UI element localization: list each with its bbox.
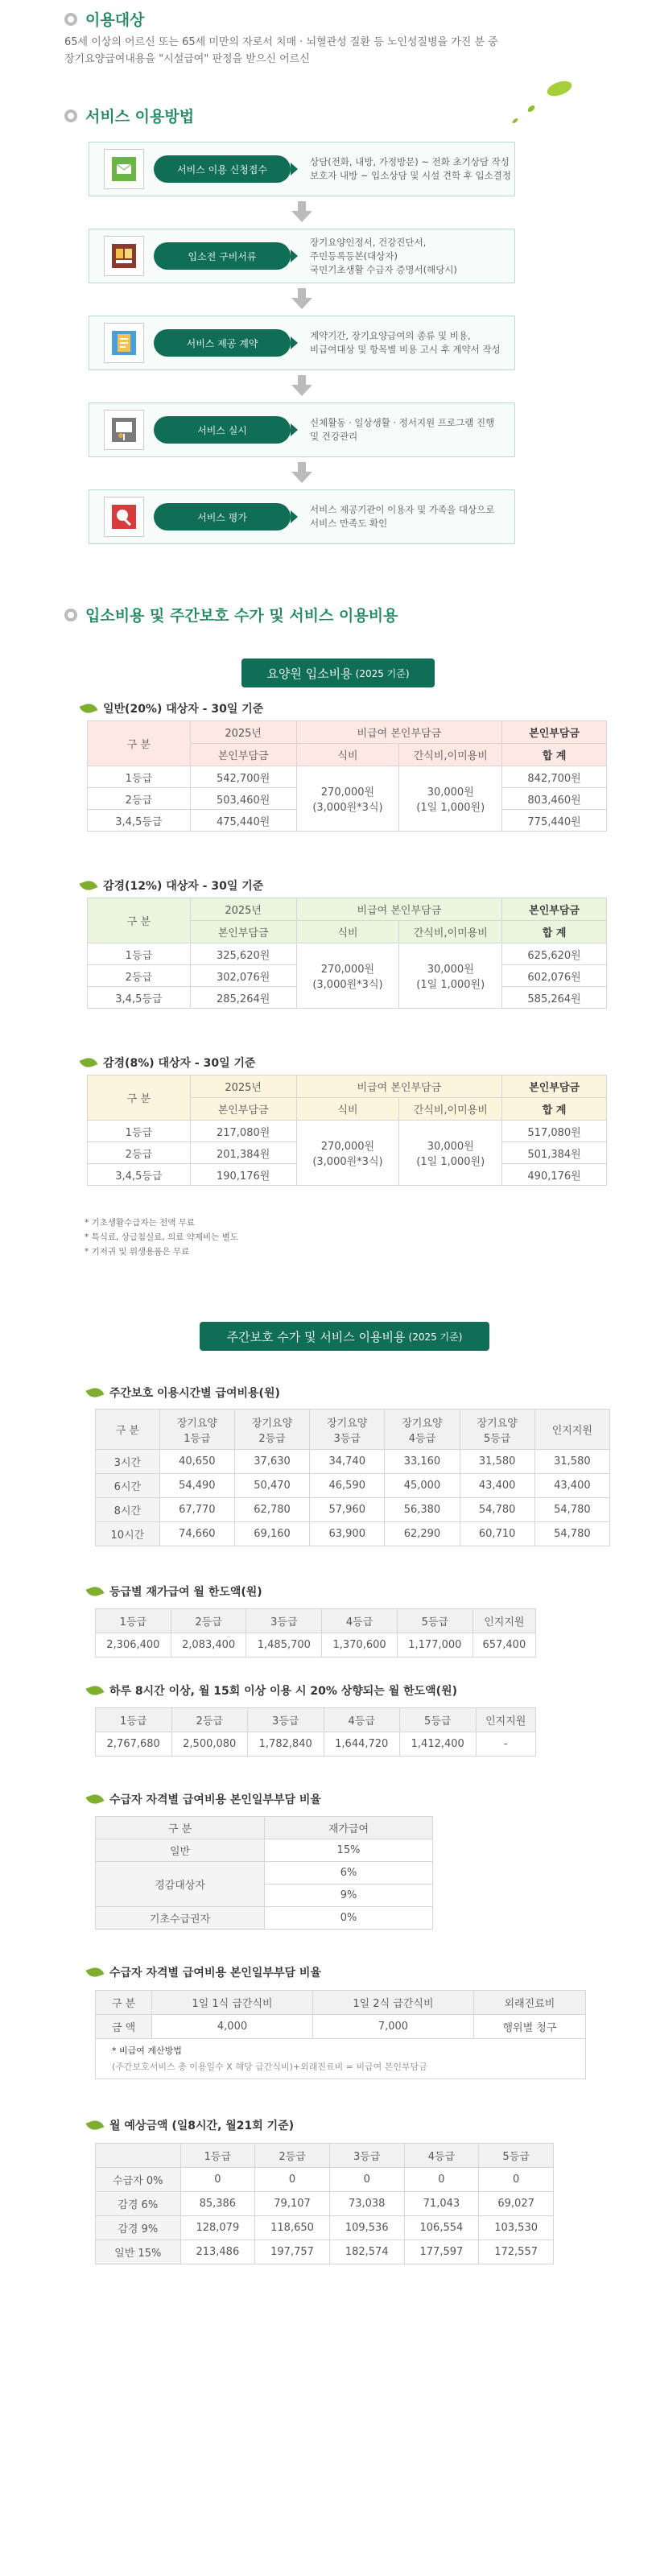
cost-table-general: 구 분 2025년 비급여 본인부담금 본인부담금 본인부담금 식비 간식비,이미용비 합 계 1등급 542,700원 270,000원 (3,000원*3식) 30,000원 (1일 1,000원) 842,700원 2등급 503,460원 803,460원 3,4,5등급 475,440원 775,440원: [87, 720, 607, 832]
magnifier-icon: [104, 497, 144, 537]
step-evaluation: 서비스 평가 서비스 제공기관이 이용자 및 가족을 대상으로 서비스 만족도 확인: [89, 489, 515, 544]
group-title-general: 일반(20%) 대상자 - 30일 기준: [80, 700, 263, 716]
leaf-bullet-icon: [86, 1385, 105, 1400]
envelope-icon: [104, 149, 144, 189]
arrow-down-icon: [291, 288, 312, 309]
t5-title: 수급자 자격별 급여비용 본인일부부담 비율: [87, 1964, 321, 1980]
group-title-reduced12: 감경(12%) 대상자 - 30일 기준: [80, 877, 263, 894]
noncovered-cost-table: 구 분 1일 1식 급간식비 1일 2식 급간식비 외래진료비 금 액 4,000 7,000 행위별 청구 * 비급여 계산방법 (주간보호서비스 총 이용일수 X 해당 급간식비)+외래진료비 = 비급여 본인부담금: [95, 1990, 586, 2079]
t2-title: 등급별 재가급여 월 한도액(원): [87, 1583, 262, 1600]
leaf-bullet-icon: [80, 1055, 98, 1070]
daycare-hourly-table: 구 분 장기요양 1등급 장기요양 2등급 장기요양 3등급 장기요양 4등급 장기요양 5등급 인지지원 3시간 40,650 37,630 34,740 33,160 31,580 31,580 6시간 54,490 50,470 46,590 45,000 43,400 43,400 8시간 67,770 62,780 57,960 56,380 54,780 54,780 10시간 74,660 69,160 63,900 62,290 60,710 54,780: [95, 1409, 610, 1546]
section-title-costs: 입소비용 및 주간보호 수가 및 서비스 이용비용: [64, 604, 398, 625]
leaf-bullet-icon: [80, 701, 98, 716]
ring-bullet-icon: [64, 13, 77, 26]
leaf-bullet-icon: [86, 1965, 105, 1979]
clipboard-icon: [104, 323, 144, 363]
cost-table-reduced8: 구 분 2025년 비급여 본인부담금 본인부담금 본인부담금 식비 간식비,이미용비 합 계 1등급 217,080원 270,000원 (3,000원*3식) 30,000원 (1일 1,000원) 517,080원 2등급 201,384원 501,384원 3,4,5등급 190,176원 490,176원: [87, 1075, 607, 1186]
step-contract: 서비스 제공 계약 계약기간, 장기요양급여의 종류 및 비용, 비급여대상 및 항목별 비용 고시 후 계약서 작성: [89, 316, 515, 370]
leaf-bullet-icon: [80, 878, 98, 893]
copay-ratio-table: 구 분 재가급여 일반 15% 경감대상자 6% 9% 기초수급권자 0%: [95, 1816, 433, 1930]
step-label: 입소전 구비서류: [154, 242, 291, 270]
cost-table-reduced12: 구 분 2025년 비급여 본인부담금 본인부담금 본인부담금 식비 간식비,이미용비 합 계 1등급 325,620원 270,000원 (3,000원*3식) 30,000원 (1일 1,000원) 625,620원 2등급 302,076원 602,076원 3,4,5등급 285,264원 585,264원: [87, 898, 607, 1009]
step-application: 서비스 이용 신청접수 상담(전화, 내방, 가정방문) ~ 전화 초기상담 작성 보호자 내방 ~ 입소상담 및 시설 견학 후 입소결정: [89, 142, 515, 196]
step-documents: 입소전 구비서류 장기요양인정서, 건강진단서, 주민등록등본(대상자) 국민기초생활 수급자 증명서(해당시): [89, 229, 515, 283]
step-label: 서비스 이용 신청접수: [154, 155, 291, 183]
section-title-usage: 서비스 이용방법: [64, 105, 194, 126]
arrow-down-icon: [291, 201, 312, 222]
arrow-down-icon: [291, 375, 312, 396]
t3-title: 하루 8시간 이상, 월 15회 이상 이용 시 20% 상향되는 월 한도액(원): [87, 1682, 457, 1699]
monthly-estimate-table: 1등급 2등급 3등급 4등급 5등급 수급자 0% 0 0 0 0 0 감경 6% 85,386 79,107 73,038 71,043 69,027 감경 9% 128,079 118,650 109,536 106,554 103,530 일반 15% 213,486 197,757 182,574 177,597 172,557: [95, 2143, 554, 2264]
step-label: 서비스 제공 계약: [154, 329, 291, 357]
increased-limit-table: 1등급 2등급 3등급 4등급 5등급 인지지원 2,767,680 2,500,080 1,782,840 1,644,720 1,412,400 -: [95, 1707, 536, 1757]
day-care-cost-badge: 주간보호 수가 및 서비스 이용비용 (2025 기준): [200, 1322, 489, 1351]
monthly-limit-table: 1등급 2등급 3등급 4등급 5등급 인지지원 2,306,400 2,083,400 1,485,700 1,370,600 1,177,000 657,400: [95, 1608, 536, 1657]
step-service: 서비스 실시 신체활동 · 일상생활 · 정서지원 프로그램 진행 및 건강관리: [89, 402, 515, 457]
t4-title: 수급자 자격별 급여비용 본인일부부담 비율: [87, 1791, 321, 1807]
section-title-target: 이용대상: [64, 8, 144, 30]
ring-bullet-icon: [64, 109, 77, 122]
step-label: 서비스 실시: [154, 416, 291, 444]
cost-notes: * 기초생활수급자는 전액 무료 * 특식료, 상급침실료, 의료 약제비는 별도 * 기저귀 및 위생용품은 무료: [85, 1218, 238, 1257]
arrow-down-icon: [291, 462, 312, 483]
presentation-icon: [104, 410, 144, 450]
t1-title: 주간보호 이용시간별 급여비용(원): [87, 1385, 280, 1401]
intro-text: 65세 이상의 어르신 또는 65세 미만의 자로서 치매 · 뇌혈관성 질환 등 노인성질병을 가진 분 중 장기요양급여내용을 "시설급여" 판정을 받으신 어르신: [64, 36, 498, 65]
t6-title: 월 예상금액 (일8시간, 월21회 기준): [87, 2117, 294, 2133]
leaves-decoration-icon: [499, 76, 580, 133]
leaf-bullet-icon: [86, 1792, 105, 1806]
step-label: 서비스 평가: [154, 503, 291, 530]
nursing-home-cost-badge: 요양원 입소비용 (2025 기준): [241, 658, 435, 687]
leaf-bullet-icon: [86, 1584, 105, 1599]
documents-icon: [104, 236, 144, 276]
leaf-bullet-icon: [86, 2118, 105, 2132]
group-title-reduced8: 감경(8%) 대상자 - 30일 기준: [80, 1055, 256, 1071]
leaf-bullet-icon: [86, 1683, 105, 1698]
ring-bullet-icon: [64, 609, 77, 621]
